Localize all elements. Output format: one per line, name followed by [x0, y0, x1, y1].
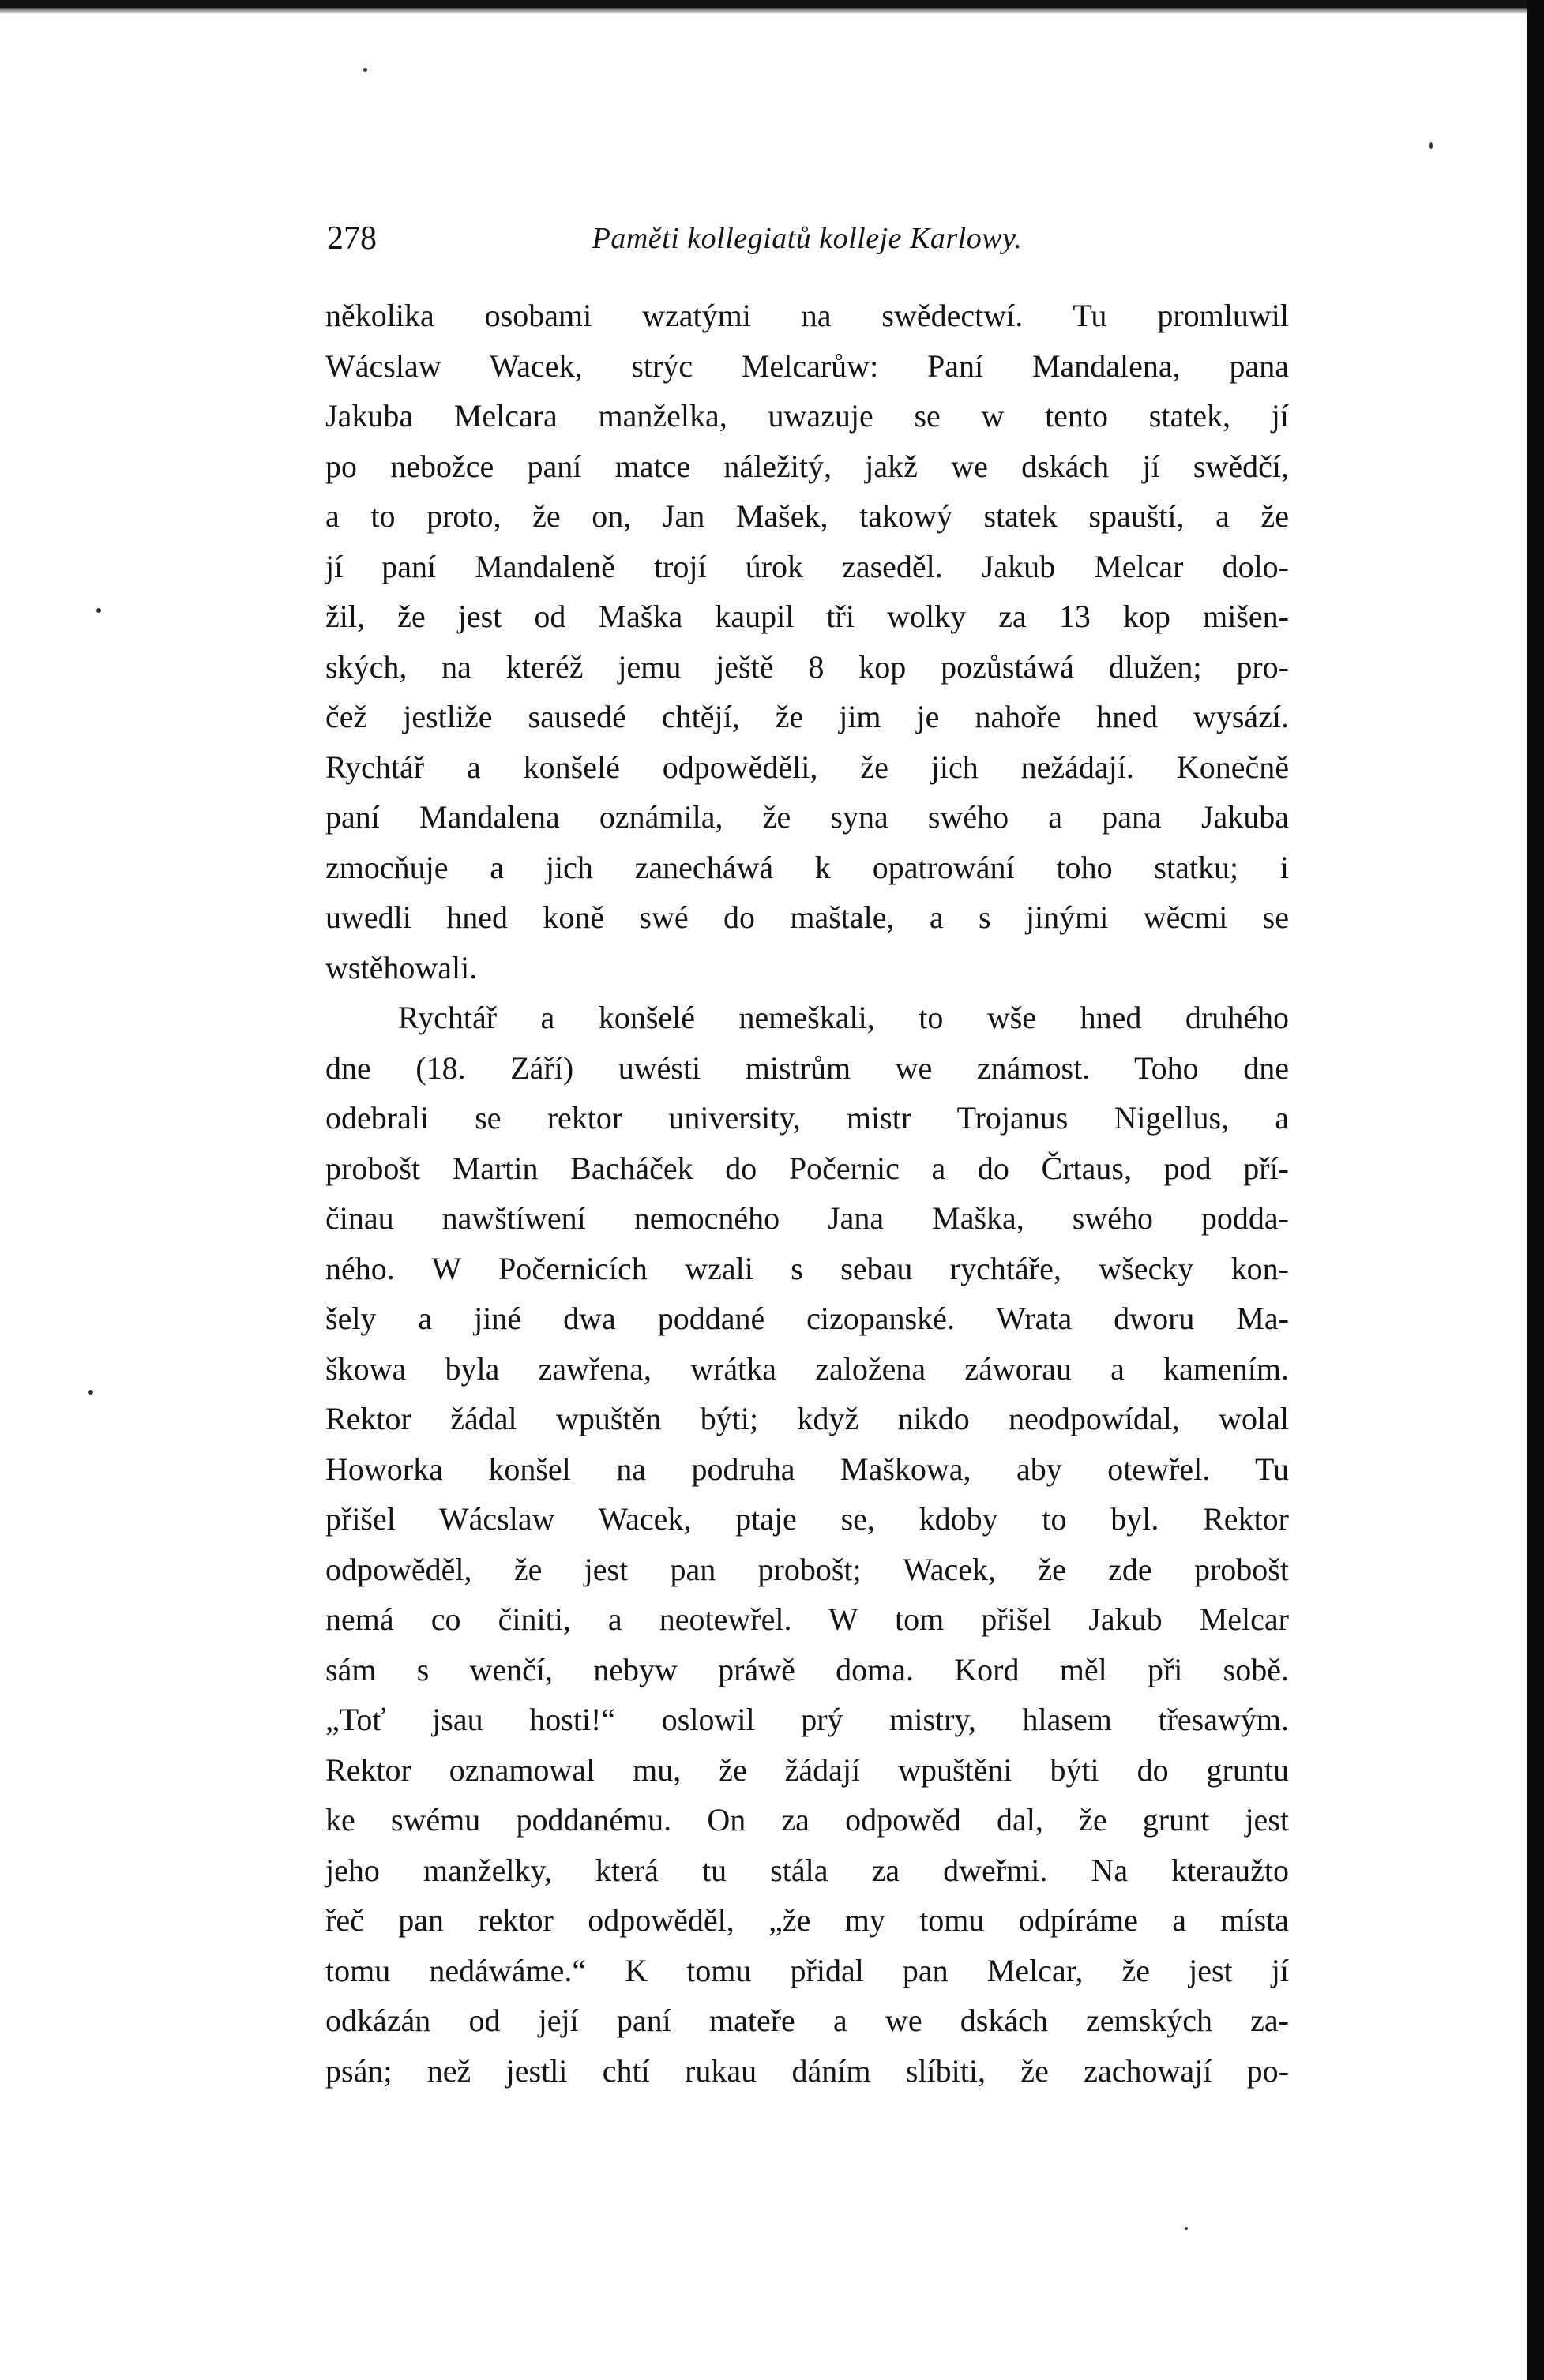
text-line: řeč pan rektor odpowěděl, „že my tomu odpíráme a místa: [325, 1902, 1289, 1938]
page-number: 278: [327, 220, 377, 257]
text-line: škowa byla zawřena, wrátka založena záworau a kamením.: [325, 1350, 1289, 1387]
text-line: odkázán od její paní mateře a we dskách zemských za-: [325, 2003, 1289, 2038]
book-page: [325, 213, 1289, 2096]
paragraph-2: [325, 993, 1289, 2096]
text-line: Jakuba Melcara manželka, uwazuje se w tento statek, jí: [325, 398, 1289, 434]
text-line: Rychtář a konšelé odpowěděli, že jich nežádají. Konečně: [325, 749, 1289, 785]
text-line: uwedli hned koně swé do maštale, a s jinými wěcmi se: [325, 899, 1289, 935]
text-line: čež jestliže sausedé chtějí, že jim je nahoře hned wysází.: [325, 699, 1289, 734]
text-line: odebrali se rektor university, mistr Trojanus Nigellus, a: [325, 1100, 1289, 1136]
text-line: po nebožce paní matce náležitý, jakž we dskách jí swědčí,: [325, 448, 1289, 484]
scan-edge-shadow: [0, 8, 1544, 14]
text-line: ke swému poddanému. On za odpowěd dal, že grunt jest: [325, 1802, 1289, 1838]
text-line: jí paní Mandaleně trojí úrok zaseděl. Jakub Melcar dolo-: [325, 548, 1289, 584]
text-line: „Toť jsau hosti!“ oslowil prý mistry, hlasem třesawým.: [325, 1702, 1289, 1737]
text-line: ských, na kteréž jemu ještě 8 kop pozůstáwá dlužen; pro-: [325, 648, 1289, 685]
text-line: tomu nedáwáme.“ K tomu přidal pan Melcar, že jest jí: [325, 1952, 1289, 1988]
text-line: činau nawštíwení nemocného Jana Maška, swého podda-: [325, 1200, 1289, 1236]
text-line: probošt Martin Bacháček do Počernic a do Črtaus, pod pří-: [325, 1150, 1289, 1186]
text-line: nemá co činiti, a neotewřel. W tom přišel Jakub Melcar: [325, 1601, 1289, 1637]
text-line: Rychtář a konšelé nemeškali, to wše hned druhého: [398, 1000, 1289, 1035]
text-line: šely a jiné dwa poddané cizopanské. Wrata dworu Ma-: [325, 1301, 1289, 1336]
scan-speck: [1185, 2227, 1188, 2230]
text-line: Wácslaw Wacek, strýc Melcarůw: Paní Mandalena, pana: [325, 347, 1289, 384]
running-header: [325, 213, 1289, 268]
scan-speck: [363, 68, 367, 72]
text-line: psán; než jestli chtí rukau dáním slíbiti, že zachowají po-: [325, 2052, 1289, 2089]
scan-speck: [96, 608, 101, 613]
body-text: [325, 291, 1289, 2096]
text-line: Howorka konšel na podruha Maškowa, aby otewřel. Tu: [325, 1451, 1289, 1487]
running-title: Paměti kollegiatů kolleje Karlowy.: [592, 222, 1023, 255]
text-line: Rektor žádal wpuštěn býti; když nikdo neodpowídal, wolal: [325, 1401, 1289, 1436]
scan-edge-top: [0, 0, 1544, 8]
text-line: několika osobami wzatými na swědectwí. Tu promluwil: [325, 298, 1289, 333]
text-line: a to proto, že on, Jan Mašek, takowý statek spauští, a že: [325, 498, 1289, 534]
text-line: zmocňuje a jich zanecháwá k opatrowání toho statku; i: [325, 849, 1289, 885]
text-line: wstěhowali.: [325, 949, 478, 985]
text-line: ného. W Počernicích wzali s sebau rychtáře, wšecky kon-: [325, 1250, 1289, 1286]
text-line: paní Mandalena oznámila, že syna swého a pana Jakuba: [325, 799, 1289, 835]
scan-speck: [88, 1390, 93, 1395]
text-line: jeho manželky, která tu stála za dweřmi. Na kteraužto: [325, 1852, 1289, 1888]
paragraph-1: [325, 291, 1289, 993]
text-line: sám s wenčí, nebyw práwě doma. Kord měl při sobě.: [325, 1651, 1289, 1687]
text-line: žil, že jest od Maška kaupil tři wolky za 13 kop mišen-: [325, 599, 1289, 634]
text-line: přišel Wácslaw Wacek, ptaje se, kdoby to byl. Rektor: [325, 1501, 1289, 1537]
text-line: dne (18. Září) uwésti mistrům we známost. Toho dne: [325, 1049, 1289, 1086]
scan-speck: [1429, 142, 1433, 149]
text-line: odpowěděl, že jest pan probošt; Wacek, že zde probošt: [325, 1551, 1289, 1587]
scan-edge-right: [1527, 0, 1544, 2380]
text-line: Rektor oznamowal mu, že žádají wpuštěni býti do gruntu: [325, 1751, 1289, 1788]
